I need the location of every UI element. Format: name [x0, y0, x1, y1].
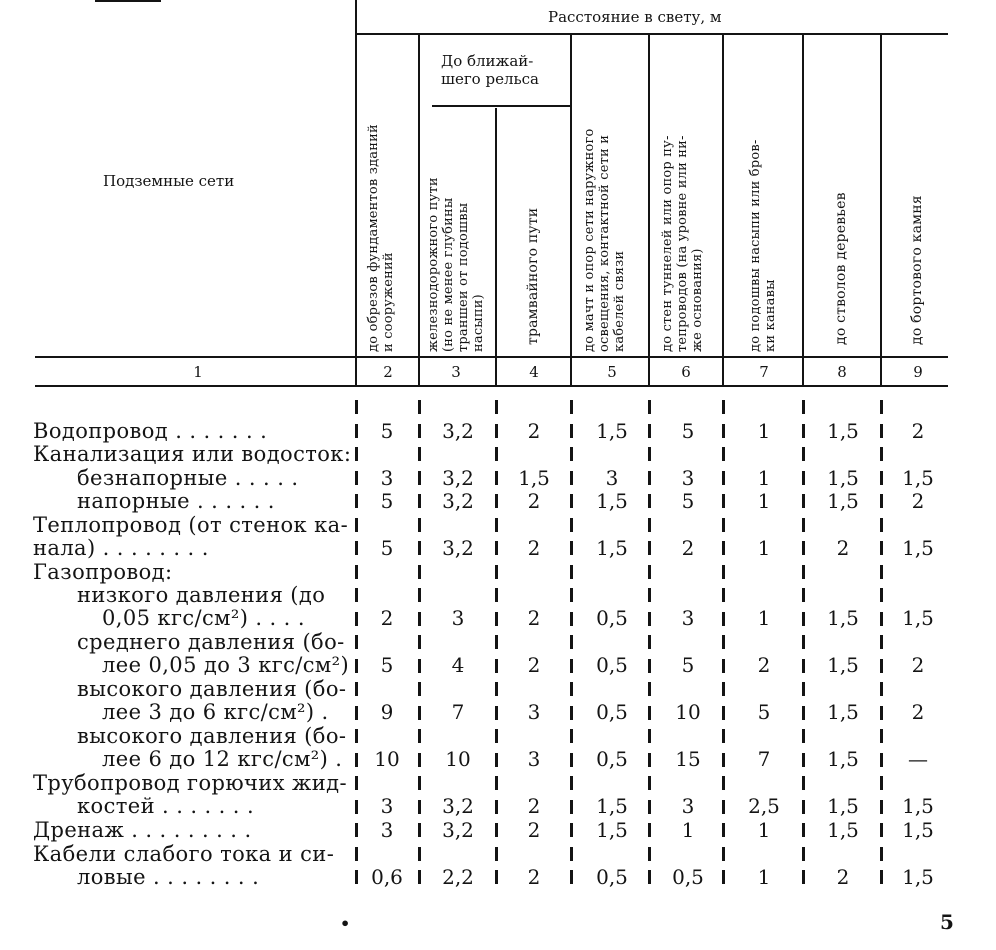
table-cell: 1,5 — [827, 466, 859, 490]
col-number-2: 2 — [383, 363, 393, 381]
table-cell: 2 — [836, 536, 850, 560]
column-separator-dash — [802, 612, 805, 626]
column-separator-dash — [418, 776, 421, 790]
table-cell: 1,5 — [827, 489, 859, 513]
column-separator-dash — [495, 518, 498, 532]
column-separator-dash — [418, 588, 421, 602]
column-separator-dash — [355, 682, 358, 696]
table-cell: 0,5 — [672, 865, 704, 889]
table-cell: 1,5 — [827, 747, 859, 771]
column-separator-dash — [880, 518, 883, 532]
column-separator-dash — [648, 518, 651, 532]
column-separator-dash — [495, 659, 498, 673]
col-sep-6-7 — [722, 35, 724, 385]
row-label-heat-2: нала) . . . . . . . . — [33, 536, 209, 560]
table-cell: 3 — [605, 466, 619, 490]
column-separator-dash — [722, 635, 725, 649]
column-separator-dash — [495, 706, 498, 720]
row-label-sewer-gravity: безнапорные . . . . . — [77, 466, 299, 490]
col5-header — [582, 128, 627, 352]
col6-line3: же основания) — [690, 248, 705, 352]
table-cell: 5 — [380, 489, 394, 513]
numbers-bottom-rule — [35, 385, 948, 387]
rail-group-line-2: шего рельса — [441, 70, 539, 88]
table-cell: 1,5 — [827, 818, 859, 842]
column-separator-dash — [722, 729, 725, 743]
column-separator-dash — [802, 400, 805, 414]
column-separator-dash — [722, 776, 725, 790]
col7-line1: до подошвы насыпи или бров- — [748, 139, 763, 352]
column-separator-dash — [648, 847, 651, 861]
column-separator-dash — [570, 424, 573, 438]
col3-line3: траншеи от подошвы — [456, 202, 471, 352]
column-separator-dash — [648, 635, 651, 649]
column-separator-dash — [495, 400, 498, 414]
table-cell: 3,2 — [442, 794, 474, 818]
table-cell: 15 — [675, 747, 701, 771]
column-separator-dash — [570, 847, 573, 861]
col8-header — [834, 192, 849, 345]
row-label-gas-mid-2: лее 0,05 до 3 кгс/см²) — [102, 653, 350, 677]
col4-line1: трамвайного пути — [525, 207, 541, 345]
table-cell: 1,5 — [596, 794, 628, 818]
column-separator-dash — [722, 565, 725, 579]
column-separator-dash — [802, 776, 805, 790]
table-cell: 1,5 — [596, 419, 628, 443]
col5-line3: кабелей связи — [612, 250, 627, 352]
column-separator-dash — [722, 588, 725, 602]
table-cell: 3 — [681, 466, 695, 490]
col-sep-3-4 — [495, 108, 497, 385]
table-cell: 2 — [527, 419, 541, 443]
column-1-header: Подземные сети — [103, 172, 235, 190]
table-cell: 5 — [681, 489, 695, 513]
column-separator-dash — [648, 565, 651, 579]
column-separator-dash — [570, 870, 573, 884]
table-cell: 3 — [681, 794, 695, 818]
column-separator-dash — [722, 682, 725, 696]
col7-line2: ки канавы — [763, 279, 778, 352]
column-separator-dash — [648, 400, 651, 414]
column-separator-dash — [495, 823, 498, 837]
col6-header — [660, 135, 705, 352]
rail-group-rule — [432, 105, 570, 107]
table-cell: 3 — [451, 606, 465, 630]
table-cell: 1,5 — [902, 865, 934, 889]
col3-line2: (но не менее глубины — [441, 197, 456, 352]
column-separator-dash — [495, 847, 498, 861]
column-separator-dash — [495, 870, 498, 884]
group-title-rule — [355, 33, 948, 35]
col8-line1: до стволов деревьев — [833, 192, 849, 345]
table-cell: 5 — [757, 700, 771, 724]
table-cell: 0,5 — [596, 700, 628, 724]
col-number-4: 4 — [529, 363, 539, 381]
column-separator-dash — [495, 753, 498, 767]
row-label-drain: Дренаж . . . . . . . . . — [33, 818, 252, 842]
group-title: Расстояние в свету, м — [548, 8, 722, 26]
column-separator-dash — [570, 706, 573, 720]
col-number-6: 6 — [681, 363, 691, 381]
column-separator-dash — [802, 823, 805, 837]
col3-line1: железнодорожного пути — [426, 177, 441, 352]
column-separator-dash — [802, 659, 805, 673]
table-cell: 0,6 — [371, 865, 403, 889]
col2-header — [366, 124, 396, 352]
column-separator-dash — [570, 753, 573, 767]
table-cell: 1 — [757, 818, 771, 842]
table-cell: 1,5 — [518, 466, 550, 490]
column-separator-dash — [570, 659, 573, 673]
table-cell: 2 — [527, 536, 541, 560]
table-cell: 2 — [527, 865, 541, 889]
column-separator-dash — [355, 847, 358, 861]
rail-group-title — [441, 52, 539, 88]
table-cell: 1,5 — [902, 606, 934, 630]
table-cell: 2 — [527, 653, 541, 677]
row-label-fuel-2: костей . . . . . . . — [77, 794, 255, 818]
table-cell: 1,5 — [827, 419, 859, 443]
column-separator-dash — [418, 847, 421, 861]
table-cell: 3,2 — [442, 466, 474, 490]
column-separator-dash — [802, 565, 805, 579]
column-separator-dash — [495, 541, 498, 555]
column-separator-dash — [495, 729, 498, 743]
table-cell: 5 — [681, 419, 695, 443]
column-separator-dash — [495, 447, 498, 461]
column-separator-dash — [648, 659, 651, 673]
page-number: 5 — [940, 910, 954, 934]
col3-header — [426, 177, 486, 352]
column-separator-dash — [802, 447, 805, 461]
table-cell: 1,5 — [827, 794, 859, 818]
column-separator-dash — [648, 776, 651, 790]
column-separator-dash — [880, 635, 883, 649]
column-separator-dash — [648, 612, 651, 626]
table-cell: 1 — [757, 606, 771, 630]
table-cell: 10 — [675, 700, 701, 724]
column-separator-dash — [570, 776, 573, 790]
column-separator-dash — [648, 729, 651, 743]
column-separator-dash — [355, 518, 358, 532]
column-separator-dash — [802, 847, 805, 861]
col-sep-4-5 — [570, 35, 572, 385]
column-separator-dash — [880, 588, 883, 602]
column-separator-dash — [802, 424, 805, 438]
row-label-water: Водопровод . . . . . . . — [33, 419, 268, 443]
table-cell: 2 — [911, 700, 925, 724]
table-cell: 2 — [527, 606, 541, 630]
column-separator-dash — [570, 682, 573, 696]
column-separator-dash — [418, 565, 421, 579]
column-separator-dash — [802, 729, 805, 743]
table-cell: 2 — [911, 653, 925, 677]
column-separator-dash — [802, 682, 805, 696]
table-cell: 1 — [757, 419, 771, 443]
table-cell: 1,5 — [596, 489, 628, 513]
column-separator-dash — [418, 635, 421, 649]
footer-dot: • — [340, 914, 351, 933]
col-number-7: 7 — [759, 363, 769, 381]
column-separator-dash — [880, 682, 883, 696]
column-separator-dash — [418, 400, 421, 414]
row-label-gas-high12-1: высокого давления (бо- — [77, 724, 347, 748]
top-left-rule — [95, 0, 161, 2]
column-separator-dash — [880, 729, 883, 743]
table-cell: 4 — [451, 653, 465, 677]
table-cell: 1,5 — [827, 700, 859, 724]
table-cell: 1 — [757, 489, 771, 513]
table-cell: 1,5 — [596, 536, 628, 560]
column-separator-dash — [355, 776, 358, 790]
table-cell: 3 — [527, 747, 541, 771]
table-cell: 2,2 — [442, 865, 474, 889]
row-label-gas: Газопровод: — [33, 560, 173, 584]
column-separator-dash — [355, 447, 358, 461]
col6-line2: тепроводов (на уровне или ни- — [675, 135, 690, 352]
table-cell: 3 — [527, 700, 541, 724]
table-cell: 1 — [757, 466, 771, 490]
table-cell: 2 — [681, 536, 695, 560]
column-separator-dash — [418, 682, 421, 696]
column-separator-dash — [495, 682, 498, 696]
col-sep-5-6 — [648, 35, 650, 385]
column-separator-dash — [570, 518, 573, 532]
col7-header — [748, 140, 778, 352]
column-separator-dash — [648, 541, 651, 555]
table-cell: 5 — [380, 419, 394, 443]
column-separator-dash — [570, 800, 573, 814]
column-separator-dash — [570, 588, 573, 602]
column-separator-dash — [880, 400, 883, 414]
table-cell: 3,2 — [442, 536, 474, 560]
col2-line1: до обрезов фундаментов зданий — [366, 124, 381, 352]
table-cell: 2 — [527, 818, 541, 842]
column-separator-dash — [648, 424, 651, 438]
table-cell: 0,5 — [596, 747, 628, 771]
column-separator-dash — [495, 424, 498, 438]
table-cell: 2 — [911, 489, 925, 513]
row-label-gas-high12-2: лее 6 до 12 кгс/см²) . — [102, 747, 343, 771]
col-sep-8-9 — [880, 35, 882, 385]
table-cell: 1 — [757, 536, 771, 560]
row-label-gas-high6-2: лее 3 до 6 кгс/см²) . — [102, 700, 329, 724]
row-label-fuel-1: Трубопровод горючих жид- — [33, 771, 347, 795]
table-cell: 5 — [681, 653, 695, 677]
column-separator-dash — [802, 800, 805, 814]
col-number-5: 5 — [607, 363, 617, 381]
column-separator-dash — [355, 635, 358, 649]
column-separator-dash — [880, 447, 883, 461]
column-separator-dash — [570, 635, 573, 649]
column-separator-dash — [570, 565, 573, 579]
table-cell: 3 — [380, 466, 394, 490]
column-separator-dash — [648, 588, 651, 602]
column-separator-dash — [495, 494, 498, 508]
column-separator-dash — [648, 823, 651, 837]
row-label-sewer-pressure: напорные . . . . . . — [77, 489, 275, 513]
col-number-8: 8 — [837, 363, 847, 381]
table-cell: 3,2 — [442, 489, 474, 513]
table-cell: 1,5 — [596, 818, 628, 842]
col-number-3: 3 — [451, 363, 461, 381]
table-cell: 0,5 — [596, 653, 628, 677]
table-cell: 1,5 — [902, 536, 934, 560]
table-cell: 1,5 — [827, 606, 859, 630]
table-cell: 5 — [380, 653, 394, 677]
col5-line2: освещения, контактной сети и — [597, 134, 612, 352]
column-separator-dash — [722, 400, 725, 414]
column-separator-dash — [570, 823, 573, 837]
column-separator-dash — [648, 870, 651, 884]
column-separator-dash — [802, 588, 805, 602]
column-separator-dash — [418, 518, 421, 532]
column-separator-dash — [495, 565, 498, 579]
table-cell: 1,5 — [902, 466, 934, 490]
column-separator-dash — [570, 400, 573, 414]
col9-header — [910, 195, 925, 345]
col6-line1: до стен туннелей или опор пу- — [660, 135, 675, 352]
col-number-1: 1 — [193, 363, 203, 381]
column-separator-dash — [355, 729, 358, 743]
table-cell: 3 — [380, 818, 394, 842]
table-cell: 3 — [380, 794, 394, 818]
col5-line1: до мачт и опор сети наружного — [582, 128, 597, 352]
column-separator-dash — [648, 800, 651, 814]
column-separator-dash — [570, 541, 573, 555]
table-cell: 2,5 — [748, 794, 780, 818]
column-separator-dash — [495, 776, 498, 790]
table-cell: 2 — [380, 606, 394, 630]
column-separator-dash — [570, 729, 573, 743]
table-cell: 9 — [380, 700, 394, 724]
col2-line2: и сооружений — [381, 252, 396, 352]
column-separator-dash — [495, 800, 498, 814]
column-separator-dash — [570, 612, 573, 626]
row-label-gas-low-1: низкого давления (до — [77, 583, 326, 607]
table-cell: 1,5 — [902, 818, 934, 842]
table-cell: — — [908, 747, 928, 771]
column-separator-dash — [648, 447, 651, 461]
table-cell: 2 — [911, 419, 925, 443]
table-cell: 5 — [380, 536, 394, 560]
row-label-gas-mid-1: среднего давления (бо- — [77, 630, 345, 654]
column-separator-dash — [355, 588, 358, 602]
col4-header — [526, 208, 541, 345]
column-separator-dash — [648, 682, 651, 696]
column-separator-dash — [648, 494, 651, 508]
column-separator-dash — [570, 471, 573, 485]
table-cell: 2 — [527, 794, 541, 818]
header-separator-main — [355, 0, 357, 385]
column-separator-dash — [355, 565, 358, 579]
column-separator-dash — [722, 847, 725, 861]
column-separator-dash — [418, 729, 421, 743]
row-label-gas-low-2: 0,05 кгс/см²) . . . . — [102, 606, 305, 630]
table-cell: 3,2 — [442, 419, 474, 443]
column-separator-dash — [802, 471, 805, 485]
header-bottom-rule — [35, 356, 948, 358]
column-separator-dash — [802, 541, 805, 555]
table-cell: 10 — [374, 747, 400, 771]
table-cell: 1 — [681, 818, 695, 842]
column-separator-dash — [648, 753, 651, 767]
table-cell: 1 — [757, 865, 771, 889]
table-cell: 0,5 — [596, 606, 628, 630]
table-cell: 2 — [836, 865, 850, 889]
column-separator-dash — [722, 518, 725, 532]
table-cell: 7 — [757, 747, 771, 771]
column-separator-dash — [802, 753, 805, 767]
table-cell: 2 — [527, 489, 541, 513]
col-sep-2-3 — [418, 35, 420, 385]
table-cell: 3,2 — [442, 818, 474, 842]
column-separator-dash — [880, 776, 883, 790]
row-label-cable-2: ловые . . . . . . . . — [77, 865, 260, 889]
column-separator-dash — [418, 447, 421, 461]
column-separator-dash — [495, 635, 498, 649]
column-separator-dash — [722, 447, 725, 461]
column-separator-dash — [495, 588, 498, 602]
col9-line1: до бортового камня — [909, 195, 925, 345]
table-cell: 1,5 — [902, 794, 934, 818]
col3-line4: насыпи) — [471, 294, 486, 352]
table-cell: 2 — [757, 653, 771, 677]
table-cell: 7 — [451, 700, 465, 724]
row-label-gas-high6-1: высокого давления (бо- — [77, 677, 347, 701]
table-cell: 3 — [681, 606, 695, 630]
row-label-cable-1: Кабели слабого тока и си- — [33, 842, 335, 866]
column-separator-dash — [495, 471, 498, 485]
table-cell: 10 — [445, 747, 471, 771]
column-separator-dash — [802, 494, 805, 508]
rail-group-line-1: До ближай- — [441, 52, 534, 70]
table-cell: 1,5 — [827, 653, 859, 677]
table-cell: 0,5 — [596, 865, 628, 889]
column-separator-dash — [495, 612, 498, 626]
column-separator-dash — [802, 635, 805, 649]
row-label-sewer: Канализация или водосток: — [33, 442, 352, 466]
column-separator-dash — [355, 400, 358, 414]
column-separator-dash — [648, 706, 651, 720]
column-separator-dash — [570, 447, 573, 461]
col-sep-7-8 — [802, 35, 804, 385]
column-separator-dash — [802, 518, 805, 532]
column-separator-dash — [570, 494, 573, 508]
column-separator-dash — [802, 706, 805, 720]
column-separator-dash — [880, 847, 883, 861]
col-number-9: 9 — [913, 363, 923, 381]
row-label-heat-1: Теплопровод (от стенок ка- — [33, 513, 349, 537]
column-separator-dash — [880, 565, 883, 579]
column-separator-dash — [648, 471, 651, 485]
column-separator-dash — [802, 870, 805, 884]
